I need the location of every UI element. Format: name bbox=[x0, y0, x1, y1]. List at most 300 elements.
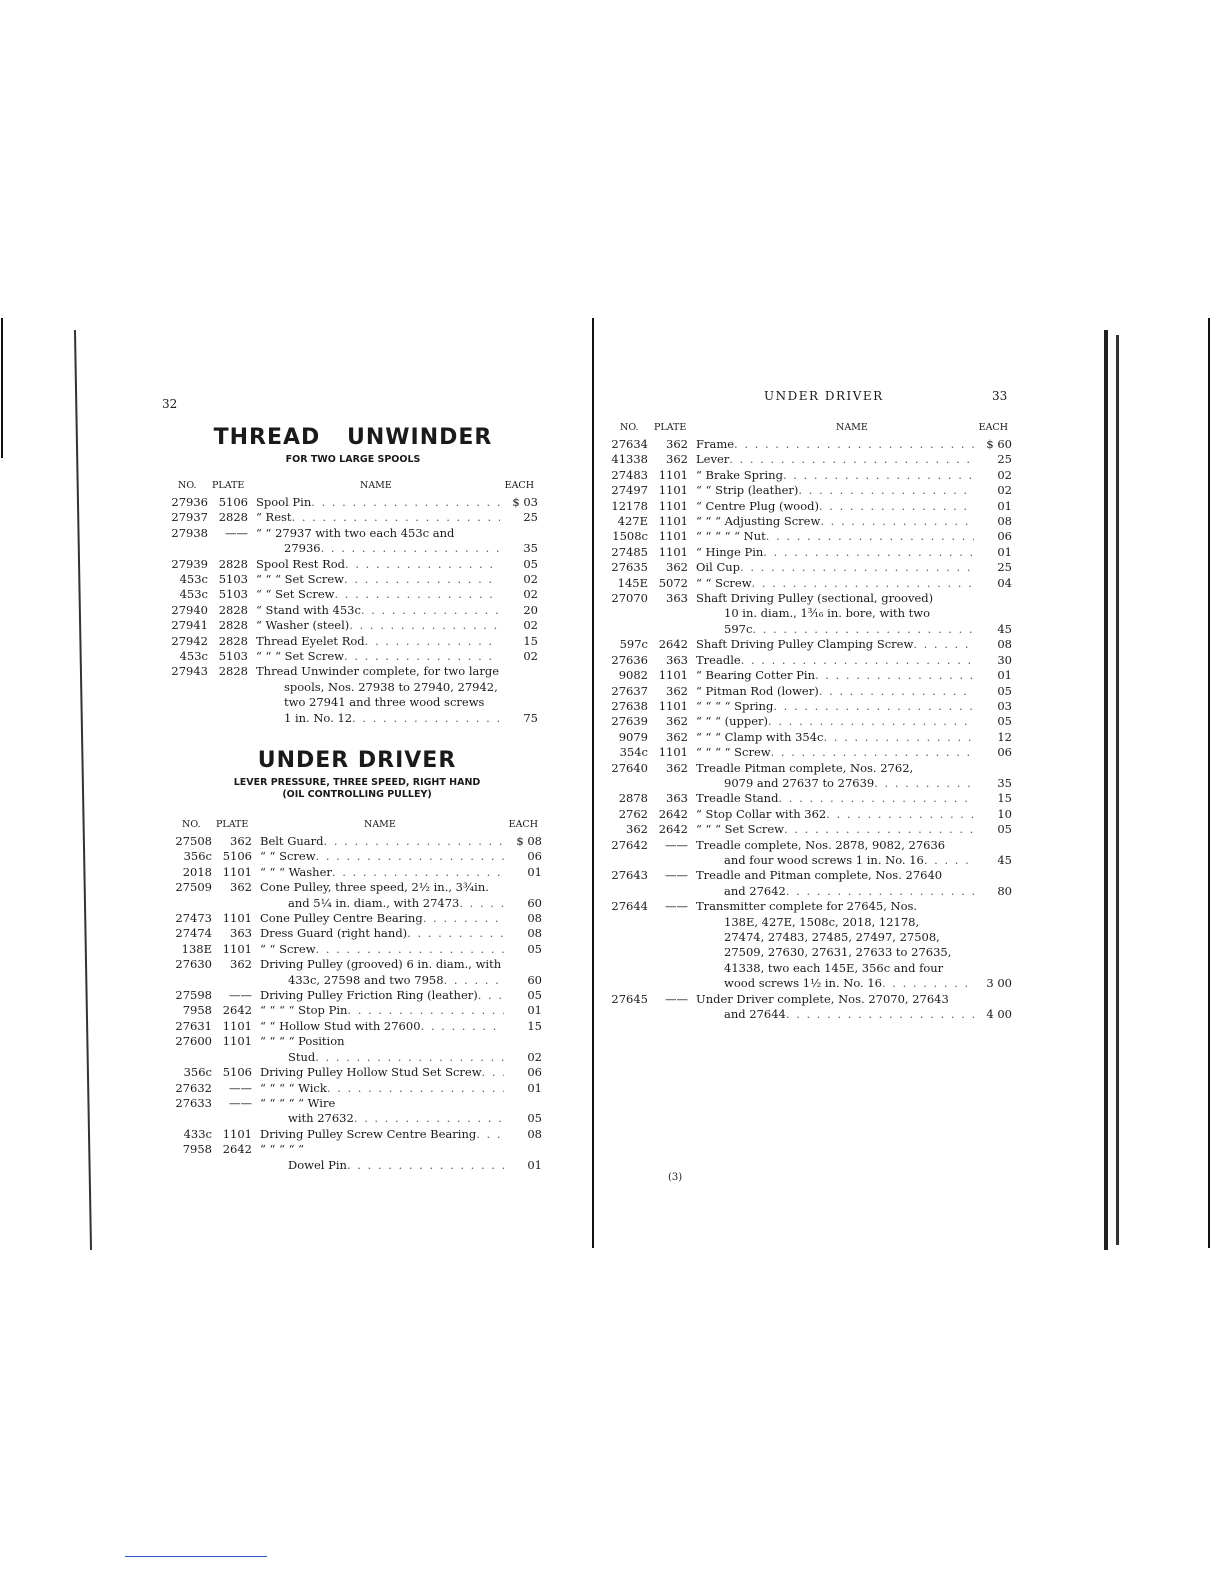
price-each: 02 bbox=[997, 467, 1012, 482]
leader-dots bbox=[819, 684, 974, 699]
table-row bbox=[172, 942, 542, 957]
table-row bbox=[168, 664, 538, 726]
leader-dots bbox=[324, 834, 504, 849]
part-name bbox=[260, 957, 504, 988]
part-name-line: Under Driver complete, Nos. 27070, 27643 bbox=[696, 991, 949, 1006]
plate-number: 1101 bbox=[222, 911, 252, 926]
plate-number: 2828 bbox=[218, 618, 248, 633]
plate-number: 1101 bbox=[658, 544, 688, 559]
part-name-line: 27509, 27630, 27631, 27633 to 27635, bbox=[724, 945, 952, 960]
part-name bbox=[696, 791, 974, 806]
part-number: 27509 bbox=[175, 880, 212, 895]
part-name-line: Spool Pin bbox=[256, 495, 312, 509]
part-name-line: Oil Cup bbox=[696, 560, 741, 575]
table-row bbox=[168, 495, 538, 510]
plate-number: 362 bbox=[230, 957, 252, 972]
col-plate: PLATE bbox=[654, 422, 687, 433]
part-name-line: “ Brake Spring bbox=[696, 467, 783, 482]
part-number: 27644 bbox=[611, 899, 648, 914]
part-name bbox=[696, 761, 974, 792]
leader-dots bbox=[766, 529, 974, 544]
price-each: 35 bbox=[523, 541, 538, 556]
part-number: 27640 bbox=[611, 760, 648, 775]
part-name-line: spools, Nos. 27938 to 27940, 27942, bbox=[284, 679, 498, 694]
plate-number: 362 bbox=[666, 452, 688, 467]
table-row bbox=[172, 1003, 542, 1018]
part-name-line: Thread Unwinder complete, for two large bbox=[256, 664, 500, 679]
part-name-line: “ “ “ “ Spring bbox=[696, 698, 774, 713]
table-row bbox=[168, 510, 538, 525]
part-number: 27485 bbox=[611, 544, 648, 559]
leader-dots bbox=[361, 603, 500, 618]
bottom-link-underline bbox=[125, 1556, 267, 1557]
price-each: 02 bbox=[523, 649, 538, 664]
table-row bbox=[172, 1081, 542, 1096]
plate-number: —— bbox=[665, 837, 688, 852]
part-name bbox=[696, 529, 974, 544]
section-subtitle-1: LEVER PRESSURE, THREE SPEED, RIGHT HAND bbox=[233, 777, 481, 788]
plate-number: 362 bbox=[666, 729, 688, 744]
table-row bbox=[172, 911, 542, 926]
part-name bbox=[256, 603, 500, 618]
plate-number: 1101 bbox=[658, 514, 688, 529]
part-name-line: “ “ Hollow Stud with 27600 bbox=[260, 1018, 421, 1033]
part-name bbox=[260, 1081, 504, 1096]
column-header bbox=[168, 480, 538, 495]
part-name-line: and four wood screws 1 in. No. 16 bbox=[724, 852, 924, 867]
part-name-line: Thread Eyelet Rod bbox=[256, 633, 365, 648]
leader-dots bbox=[798, 483, 974, 498]
part-number: 27937 bbox=[171, 510, 208, 525]
thread-unwinder-section bbox=[168, 425, 538, 726]
center-gutter-line bbox=[592, 318, 594, 1248]
table-row bbox=[608, 576, 1012, 591]
plate-number: 362 bbox=[666, 437, 688, 451]
plate-number: 5103 bbox=[218, 649, 248, 664]
table-row bbox=[172, 1034, 542, 1065]
col-name: NAME bbox=[360, 480, 392, 491]
table-row bbox=[608, 807, 1012, 822]
part-name-line: 41338, two each 145E, 356c and four bbox=[724, 960, 944, 975]
price-each: 3 00 bbox=[986, 976, 1012, 991]
col-no: NO. bbox=[178, 480, 197, 491]
table-row bbox=[172, 1065, 542, 1080]
plate-number: 362 bbox=[666, 560, 688, 575]
right-binding-curve-2 bbox=[1116, 335, 1119, 1245]
part-number: 27941 bbox=[171, 618, 208, 633]
leader-dots bbox=[778, 791, 974, 806]
table-row bbox=[608, 637, 1012, 652]
part-name-line: 138E, 427E, 1508c, 2018, 12178, bbox=[724, 914, 920, 929]
table-row bbox=[608, 761, 1012, 792]
part-name bbox=[260, 1096, 504, 1127]
price-each: 05 bbox=[997, 683, 1012, 698]
price-each: 02 bbox=[527, 1049, 542, 1064]
price-each: 08 bbox=[527, 1126, 542, 1141]
parts-list bbox=[168, 495, 538, 726]
price-each: 05 bbox=[527, 988, 542, 1003]
leader-dots bbox=[292, 510, 500, 525]
part-name bbox=[696, 714, 974, 729]
table-row bbox=[608, 483, 1012, 498]
part-name bbox=[260, 1019, 504, 1034]
part-number: 27598 bbox=[175, 988, 212, 1003]
part-name-line: “ Stop Collar with 362 bbox=[696, 806, 827, 821]
right-binding-curve bbox=[1104, 330, 1108, 1250]
leader-dots bbox=[349, 618, 500, 633]
plate-number: 2642 bbox=[222, 1142, 252, 1157]
part-number: 433c bbox=[183, 1126, 212, 1141]
part-number: 453c bbox=[179, 649, 208, 664]
part-name-line: 10 in. diam., 1³⁄₁₆ in. bore, with two bbox=[724, 606, 931, 621]
part-name-line: “ “ “ Washer bbox=[260, 864, 332, 879]
price-each: 15 bbox=[997, 791, 1012, 806]
table-row bbox=[608, 745, 1012, 760]
part-name-line: “ “ Set Screw bbox=[256, 587, 335, 602]
leader-dots bbox=[819, 499, 974, 514]
part-name-line: “ Hinge Pin bbox=[696, 544, 764, 559]
column-header bbox=[172, 819, 542, 834]
part-name-line: Treadle and Pitman complete, Nos. 27640 bbox=[696, 868, 943, 883]
part-name bbox=[260, 880, 504, 911]
part-name-line: “ “ “ (upper) bbox=[696, 714, 769, 729]
part-name bbox=[696, 868, 974, 899]
col-plate: PLATE bbox=[216, 819, 249, 830]
leader-dots bbox=[482, 1065, 504, 1080]
part-number: 2018 bbox=[182, 864, 212, 879]
table-row bbox=[172, 834, 542, 849]
table-row bbox=[172, 1019, 542, 1034]
plate-number: 2828 bbox=[218, 602, 248, 617]
plate-number: 5106 bbox=[222, 1065, 252, 1080]
part-number: 362 bbox=[626, 822, 648, 837]
part-number: 41338 bbox=[611, 452, 648, 467]
table-row bbox=[168, 634, 538, 649]
col-no: NO. bbox=[182, 819, 201, 830]
part-name-line: “ Washer (steel) bbox=[256, 618, 350, 633]
table-row bbox=[168, 618, 538, 633]
table-row bbox=[172, 926, 542, 941]
part-name-line: and 5¼ in. diam., with 27473 bbox=[288, 895, 460, 910]
part-name bbox=[256, 495, 500, 510]
plate-number: —— bbox=[229, 1095, 252, 1110]
table-row bbox=[608, 591, 1012, 637]
part-name bbox=[260, 834, 504, 849]
plate-number: 1101 bbox=[658, 498, 688, 513]
under-driver-section bbox=[172, 748, 542, 1173]
part-name-line: 27936 bbox=[284, 541, 321, 556]
plate-number: —— bbox=[665, 899, 688, 914]
parts-list bbox=[608, 437, 1012, 1022]
leader-dots bbox=[311, 495, 500, 510]
part-number: 27474 bbox=[175, 926, 212, 941]
price-each: 25 bbox=[997, 452, 1012, 467]
part-name bbox=[260, 942, 504, 957]
plate-number: —— bbox=[665, 991, 688, 1006]
table-row bbox=[168, 649, 538, 664]
price-each: 06 bbox=[527, 849, 542, 864]
leader-dots bbox=[823, 730, 974, 745]
price-each: 08 bbox=[527, 926, 542, 941]
part-name bbox=[256, 664, 500, 726]
part-number: 27637 bbox=[611, 683, 648, 698]
plate-number: —— bbox=[229, 988, 252, 1003]
price-each: $ 08 bbox=[516, 834, 542, 848]
part-name-line: 597c bbox=[724, 621, 753, 636]
leader-dots bbox=[815, 668, 974, 683]
table-row bbox=[608, 868, 1012, 899]
table-row bbox=[172, 1142, 542, 1173]
part-number: 7958 bbox=[182, 1142, 212, 1157]
table-row bbox=[608, 653, 1012, 668]
part-number: 27497 bbox=[611, 483, 648, 498]
part-name-line: “ Centre Plug (wood) bbox=[696, 498, 819, 513]
left-page-number: 32 bbox=[162, 397, 178, 411]
part-name-line: “ “ “ “ “ Wire bbox=[260, 1095, 336, 1110]
part-number: 453c bbox=[179, 572, 208, 587]
price-each: 20 bbox=[523, 602, 538, 617]
plate-number: —— bbox=[229, 1080, 252, 1095]
part-name bbox=[696, 514, 974, 529]
part-number: 27070 bbox=[611, 591, 648, 606]
part-name bbox=[696, 576, 974, 591]
leader-dots bbox=[316, 942, 504, 957]
table-row bbox=[608, 668, 1012, 683]
price-each: 08 bbox=[997, 637, 1012, 652]
part-name-line: Shaft Driving Pulley Clamping Screw bbox=[696, 637, 914, 652]
table-row bbox=[608, 714, 1012, 729]
table-row bbox=[608, 822, 1012, 837]
part-number: 27600 bbox=[175, 1034, 212, 1049]
leader-dots bbox=[344, 649, 500, 664]
section-title: THREAD UNWINDER bbox=[213, 425, 493, 450]
part-number: 138E bbox=[181, 941, 212, 956]
plate-number: 2828 bbox=[218, 556, 248, 571]
part-number: 9079 bbox=[618, 729, 648, 744]
leader-dots bbox=[740, 560, 974, 575]
parts-list bbox=[172, 834, 542, 1173]
part-name-line: 1 in. No. 12 bbox=[284, 710, 353, 725]
part-name-line: Dowel Pin bbox=[288, 1157, 347, 1172]
part-number: 27642 bbox=[611, 837, 648, 852]
part-name-line: “ “ “ “ Wick bbox=[260, 1080, 327, 1095]
part-name bbox=[256, 634, 500, 649]
part-name-line: “ “ Screw bbox=[260, 941, 316, 956]
plate-number: 1101 bbox=[658, 529, 688, 544]
part-name-line: Shaft Driving Pulley (sectional, grooved) bbox=[696, 591, 934, 606]
part-name bbox=[260, 865, 504, 880]
leader-dots bbox=[345, 557, 500, 572]
part-name-line: “ “ “ Clamp with 354c bbox=[696, 729, 824, 744]
running-head: UNDER DRIVER bbox=[764, 389, 884, 403]
plate-number: 363 bbox=[230, 926, 252, 941]
part-name-line: Cone Pulley Centre Bearing bbox=[260, 911, 423, 926]
table-row bbox=[608, 838, 1012, 869]
part-name-line: “ “ “ Set Screw bbox=[256, 572, 345, 587]
plate-number: 2642 bbox=[658, 637, 688, 652]
under-driver-continued bbox=[608, 422, 1012, 1022]
price-each: 06 bbox=[527, 1065, 542, 1080]
plate-number: 2642 bbox=[658, 806, 688, 821]
part-name-line: Treadle complete, Nos. 2878, 9082, 27636 bbox=[696, 837, 946, 852]
leader-dots bbox=[752, 622, 974, 637]
part-name bbox=[696, 591, 974, 637]
leader-dots bbox=[316, 849, 504, 864]
table-row bbox=[608, 545, 1012, 560]
col-plate: PLATE bbox=[212, 480, 245, 491]
part-name-line: Cone Pulley, three speed, 2½ in., 3¾in. bbox=[260, 880, 489, 895]
part-number: 356c bbox=[183, 1065, 212, 1080]
leader-dots bbox=[476, 1127, 504, 1142]
plate-number: 1101 bbox=[658, 698, 688, 713]
price-each: 01 bbox=[527, 1003, 542, 1018]
part-name-line: “ Pitman Rod (lower) bbox=[696, 683, 819, 698]
leader-dots bbox=[327, 1081, 504, 1096]
price-each: 60 bbox=[527, 895, 542, 910]
part-number: 27939 bbox=[171, 556, 208, 571]
leader-dots bbox=[786, 884, 974, 899]
col-each: EACH bbox=[508, 819, 538, 830]
part-name-line: “ Stand with 453c bbox=[256, 602, 361, 617]
part-name-line: “ “ “ “ “ Nut bbox=[696, 529, 766, 544]
part-name-line: Driving Pulley Friction Ring (leather) bbox=[260, 988, 478, 1003]
part-number: 597c bbox=[619, 637, 648, 652]
part-number: 27631 bbox=[175, 1018, 212, 1033]
part-number: 27639 bbox=[611, 714, 648, 729]
part-number: 27936 bbox=[171, 495, 208, 509]
leader-dots bbox=[332, 865, 504, 880]
plate-number: 1101 bbox=[222, 941, 252, 956]
part-number: 27630 bbox=[175, 957, 212, 972]
price-each: 30 bbox=[997, 652, 1012, 667]
part-number: 2762 bbox=[618, 806, 648, 821]
left-page-edge bbox=[1, 318, 3, 458]
part-name-line: 27474, 27483, 27485, 27497, 27508, bbox=[724, 930, 940, 944]
price-each: 80 bbox=[997, 883, 1012, 898]
plate-number: 363 bbox=[666, 791, 688, 806]
price-each: 04 bbox=[997, 575, 1012, 590]
column-header bbox=[608, 422, 1012, 437]
section-title: UNDER DRIVER bbox=[257, 748, 457, 773]
part-name-line: and 27642 bbox=[724, 883, 786, 898]
part-name bbox=[696, 992, 974, 1023]
part-name bbox=[696, 637, 974, 652]
price-each: 60 bbox=[527, 972, 542, 987]
part-name-line: Stud bbox=[288, 1049, 316, 1064]
part-number: 27638 bbox=[611, 698, 648, 713]
leader-dots bbox=[874, 776, 974, 791]
col-name: NAME bbox=[836, 422, 868, 433]
leader-dots bbox=[347, 1003, 504, 1018]
plate-number: 1101 bbox=[658, 668, 688, 683]
table-row bbox=[172, 865, 542, 880]
leader-dots bbox=[771, 745, 974, 760]
col-no: NO. bbox=[620, 422, 639, 433]
price-each: 02 bbox=[523, 587, 538, 602]
table-row bbox=[608, 730, 1012, 745]
price-each: 25 bbox=[523, 510, 538, 525]
part-number: 2878 bbox=[618, 791, 648, 806]
plate-number: 5106 bbox=[222, 849, 252, 864]
price-each: 01 bbox=[997, 498, 1012, 513]
leader-dots bbox=[423, 911, 504, 926]
part-number: 27635 bbox=[611, 560, 648, 575]
leader-dots bbox=[315, 1050, 504, 1065]
part-name-line: “ Bearing Cotter Pin bbox=[696, 668, 815, 683]
part-name-line: Frame bbox=[696, 437, 735, 451]
table-row bbox=[608, 992, 1012, 1023]
table-row bbox=[608, 514, 1012, 529]
leader-dots bbox=[913, 637, 974, 652]
part-number: 1508c bbox=[612, 529, 648, 544]
part-name bbox=[696, 822, 974, 837]
price-each: 05 bbox=[527, 1111, 542, 1126]
part-name bbox=[696, 437, 974, 452]
part-number: 354c bbox=[619, 745, 648, 760]
price-each: 12 bbox=[997, 729, 1012, 744]
part-name bbox=[256, 649, 500, 664]
part-number: 27643 bbox=[611, 868, 648, 883]
price-each: 08 bbox=[527, 911, 542, 926]
part-number: 27633 bbox=[175, 1095, 212, 1110]
part-number: 27645 bbox=[611, 991, 648, 1006]
plate-number: 1101 bbox=[222, 864, 252, 879]
leader-dots bbox=[365, 634, 500, 649]
price-each: 03 bbox=[997, 698, 1012, 713]
plate-number: 1101 bbox=[222, 1034, 252, 1049]
table-row bbox=[608, 899, 1012, 991]
plate-number: 5106 bbox=[218, 495, 248, 509]
part-name-line: “ “ Strip (leather) bbox=[696, 483, 799, 498]
plate-number: 362 bbox=[666, 683, 688, 698]
part-name-line: Driving Pulley Hollow Stud Set Screw bbox=[260, 1065, 482, 1080]
part-name bbox=[696, 684, 974, 699]
table-row bbox=[608, 437, 1012, 452]
part-number: 453c bbox=[179, 587, 208, 602]
part-name bbox=[696, 807, 974, 822]
table-row bbox=[168, 557, 538, 572]
part-number: 27636 bbox=[611, 652, 648, 667]
part-number: 27473 bbox=[175, 911, 212, 926]
part-name bbox=[260, 849, 504, 864]
part-name-line: two 27941 and three wood screws bbox=[284, 695, 485, 710]
price-each: 05 bbox=[527, 941, 542, 956]
part-name bbox=[256, 618, 500, 633]
table-row bbox=[608, 468, 1012, 483]
price-each: 02 bbox=[523, 572, 538, 587]
table-row bbox=[172, 957, 542, 988]
leader-dots bbox=[820, 514, 974, 529]
part-name bbox=[256, 557, 500, 572]
section-subtitle-2: (OIL CONTROLLING PULLEY) bbox=[282, 789, 432, 800]
price-each: $ 03 bbox=[512, 495, 538, 509]
table-row bbox=[608, 791, 1012, 806]
part-name-line: Treadle bbox=[696, 652, 741, 667]
leader-dots bbox=[407, 926, 504, 941]
part-number: 7958 bbox=[182, 1003, 212, 1018]
table-row bbox=[608, 499, 1012, 514]
section-subtitle: FOR TWO LARGE SPOOLS bbox=[285, 454, 421, 465]
plate-number: 1101 bbox=[222, 1126, 252, 1141]
table-row bbox=[168, 603, 538, 618]
table-row bbox=[172, 988, 542, 1003]
part-name bbox=[696, 699, 974, 714]
plate-number: 1101 bbox=[658, 467, 688, 482]
leader-dots bbox=[752, 576, 974, 591]
part-name-line: Spool Rest Rod bbox=[256, 556, 346, 571]
plate-number: 362 bbox=[230, 880, 252, 895]
plate-number: 5072 bbox=[658, 575, 688, 590]
